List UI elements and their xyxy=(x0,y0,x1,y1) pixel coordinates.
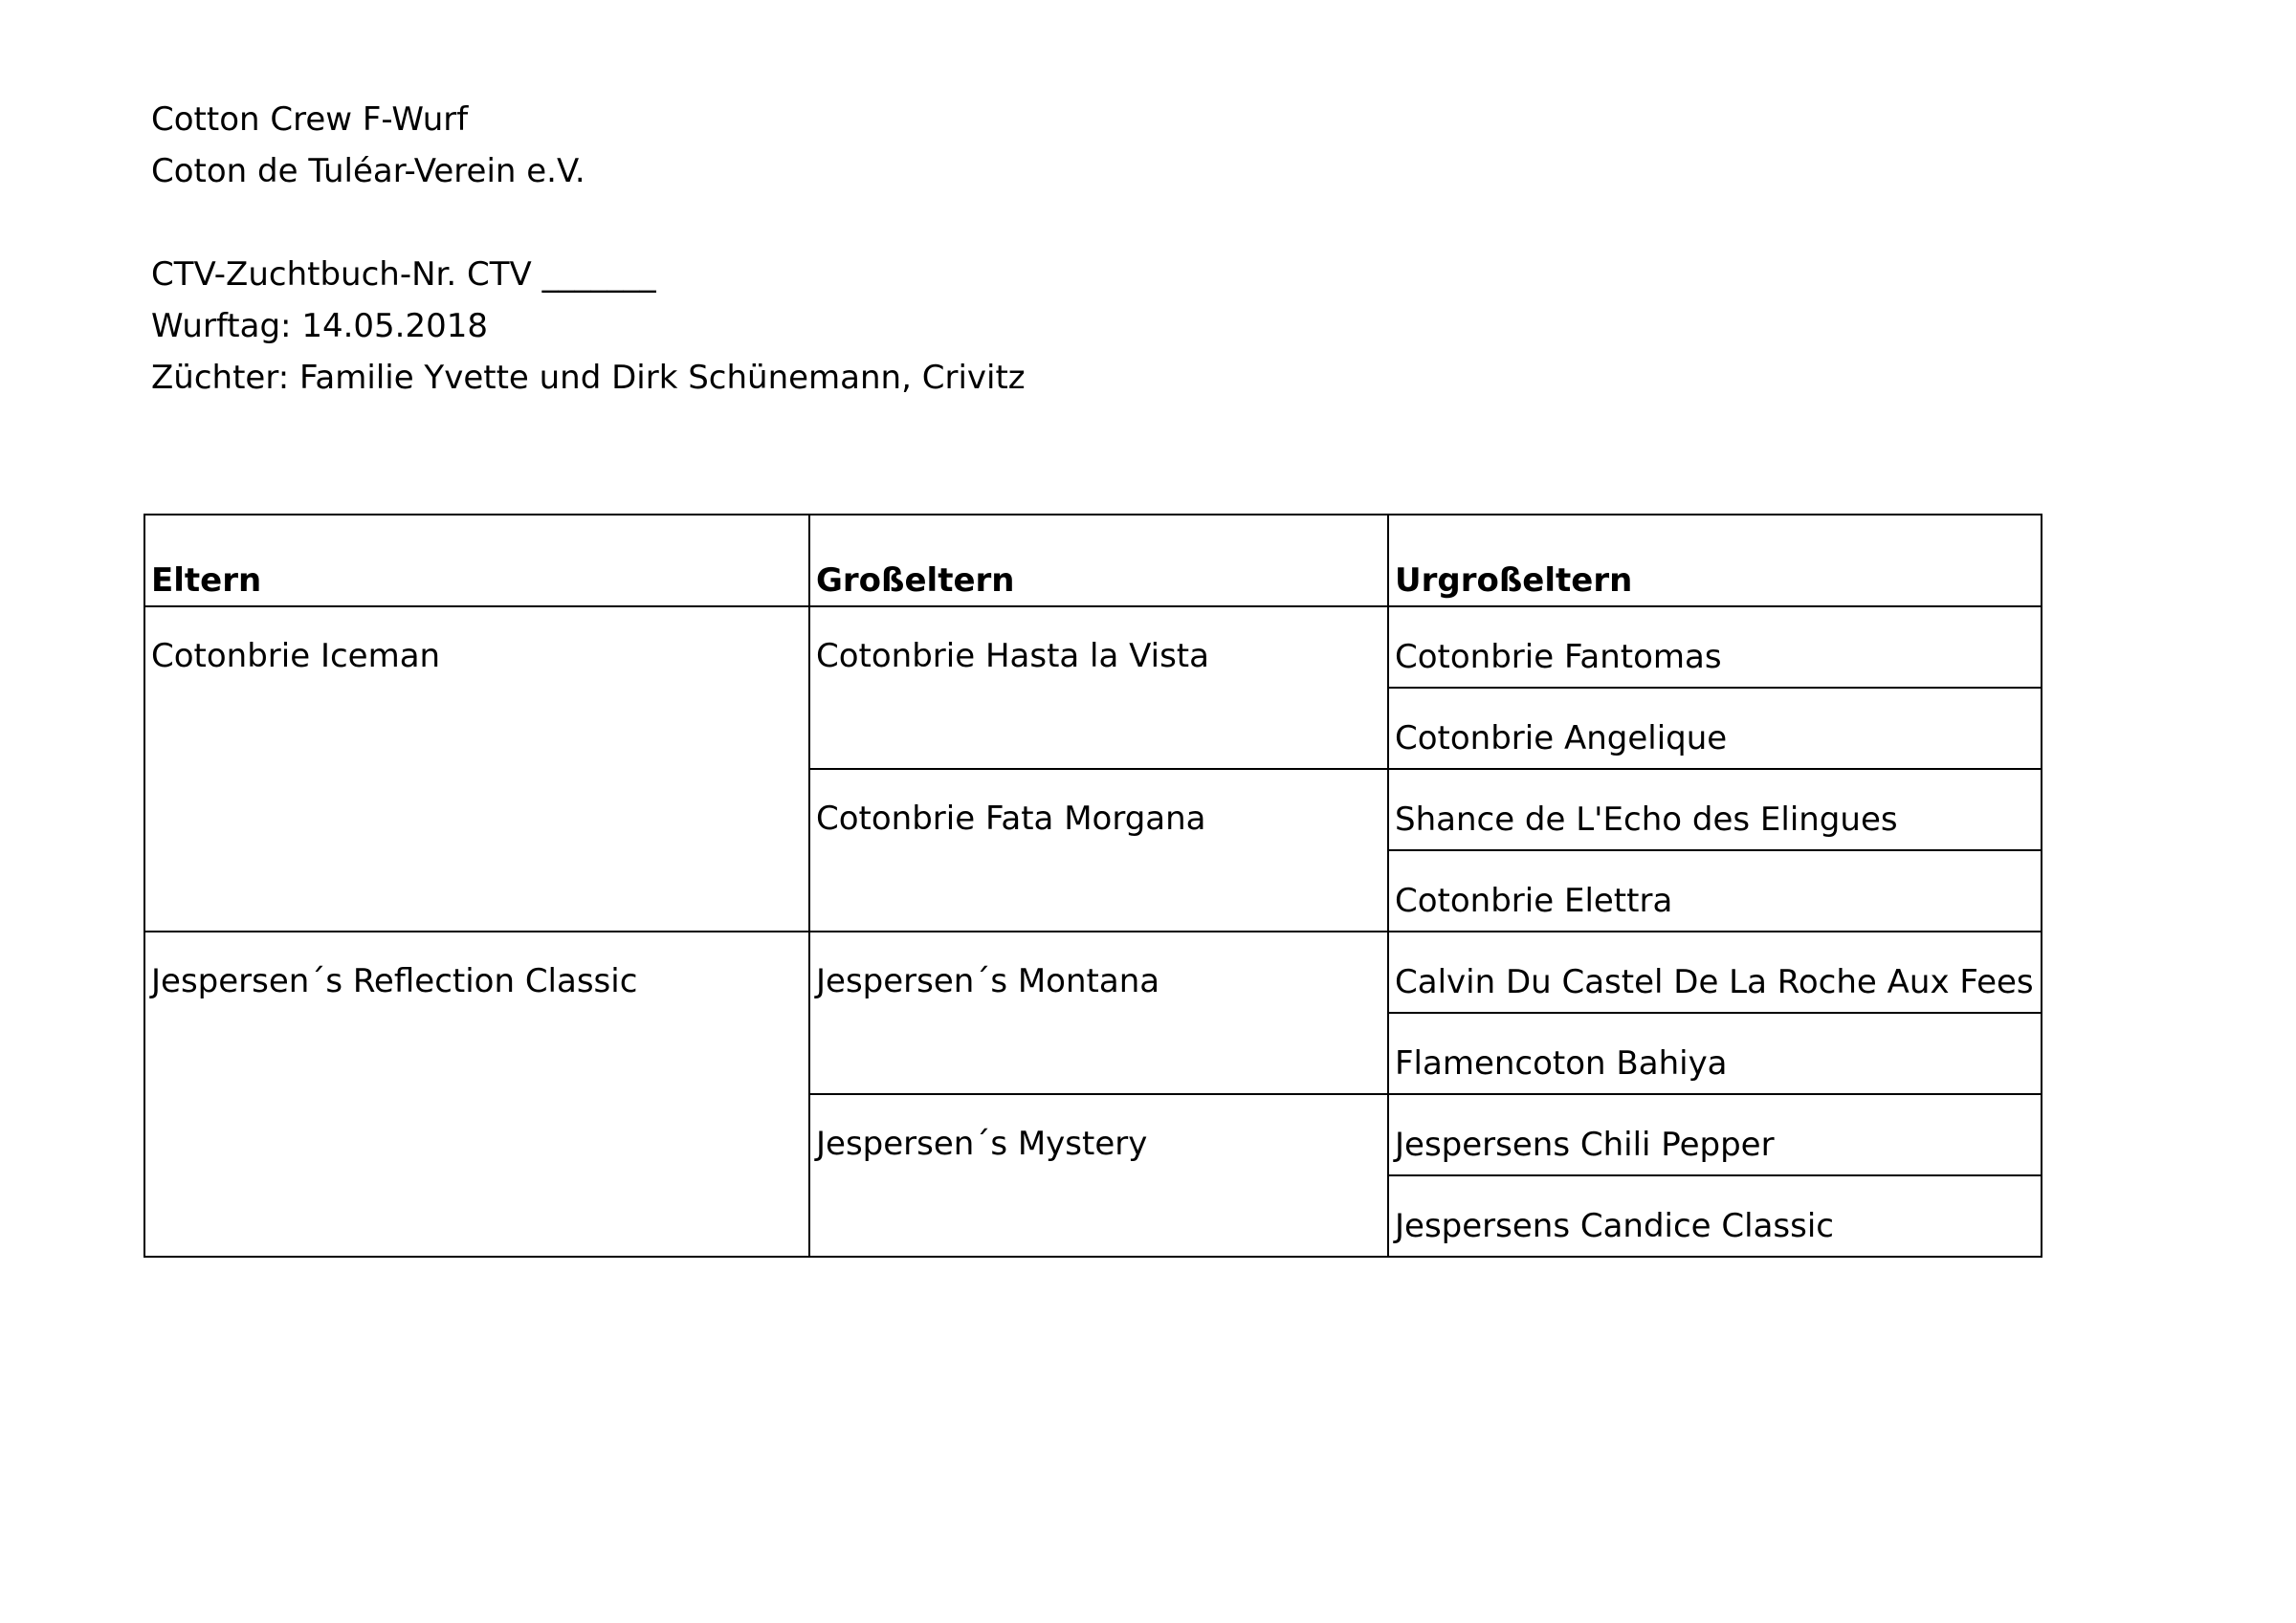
table-row xyxy=(144,606,2042,688)
table-header-row xyxy=(144,515,2042,606)
great-grandparent-8: Jespersens Candice Classic xyxy=(1388,1175,2042,1257)
great-grandparent-6: Flamencoton Bahiya xyxy=(1388,1013,2042,1094)
header-urgrosseltern: Urgroßeltern xyxy=(1388,515,2042,606)
great-grandparent-7: Jespersens Chili Pepper xyxy=(1388,1094,2042,1175)
document-header xyxy=(151,94,1026,404)
great-grandparent-5: Calvin Du Castel De La Roche Aux Fees xyxy=(1388,932,2042,1013)
table-row xyxy=(144,932,2042,1013)
parent-sire: Cotonbrie Iceman xyxy=(144,606,809,932)
grandparent-3: Jespersen´s Montana xyxy=(809,932,1388,1094)
breeder: Züchter: Familie Yvette und Dirk Schünemann, Crivitz xyxy=(151,359,1026,397)
litter-date: Wurftag: 14.05.2018 xyxy=(151,307,488,345)
studbook-number: CTV-Zuchtbuch-Nr. CTV _______ xyxy=(151,255,656,294)
great-grandparent-1: Cotonbrie Fantomas xyxy=(1388,606,2042,688)
great-grandparent-4: Cotonbrie Elettra xyxy=(1388,850,2042,932)
header-grosseltern: Großeltern xyxy=(809,515,1388,606)
great-grandparent-2: Cotonbrie Angelique xyxy=(1388,688,2042,769)
grandparent-4: Jespersen´s Mystery xyxy=(809,1094,1388,1257)
great-grandparent-3: Shance de L'Echo des Elingues xyxy=(1388,769,2042,850)
header-eltern: Eltern xyxy=(144,515,809,606)
club-name: Coton de Tuléar-Verein e.V. xyxy=(151,152,585,190)
header-spacer xyxy=(151,197,1026,249)
pedigree-table xyxy=(144,514,2042,1258)
parent-dam: Jespersen´s Reflection Classic xyxy=(144,932,809,1257)
litter-title: Cotton Crew F-Wurf xyxy=(151,100,469,139)
grandparent-2: Cotonbrie Fata Morgana xyxy=(809,769,1388,932)
grandparent-1: Cotonbrie Hasta la Vista xyxy=(809,606,1388,769)
